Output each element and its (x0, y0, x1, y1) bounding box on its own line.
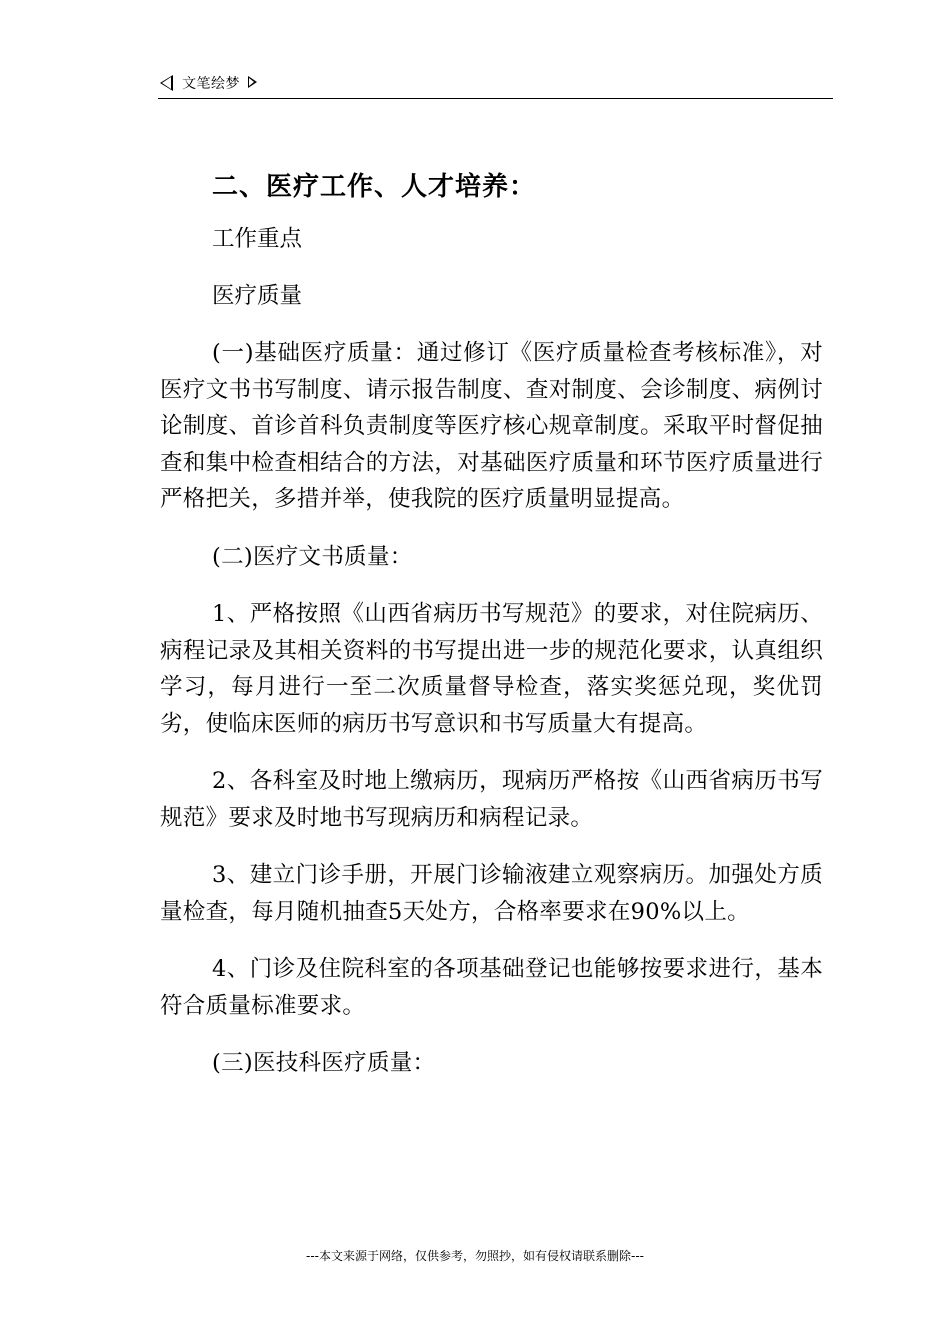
section-heading: 二、医疗工作、人才培养： (212, 172, 537, 202)
paragraph-tech-quality-heading: (三)医技科医疗质量： (212, 1050, 436, 1076)
paragraph-documents-heading: (二)医疗文书质量： (212, 543, 413, 570)
subheading-work-focus: 工作重点 (212, 226, 303, 252)
paragraph-item-3: 3、建立门诊手册，开展门诊输液建立观察病历。加强处方质量检查，每月随机抽查5天处方，合格率要求在90%以上。 (160, 862, 823, 925)
document-body (160, 165, 823, 1103)
page-footer: ---本文来源于网络，仅供参考，勿照抄，如有侵权请联系删除--- (306, 1249, 644, 1263)
paragraph-item-1: 1、严格按照《山西省病历书写规范》的要求，对住院病历、病程记录及其相关资料的书写提出进一步的规范化要求，认真组织学习，每月进行一至二次质量督导检查，落实奖惩兑现，奖优罚劣，使临床医师的病历书写意识和书写质量大有提高。 (160, 601, 823, 737)
paragraph-item-4: 4、门诊及住院科室的各项基础登记也能够按要求进行，基本符合质量标准要求。 (160, 956, 823, 1019)
page-header (158, 72, 833, 99)
header-title: 文笔绘梦 (182, 76, 240, 92)
triangle-left-icon (160, 75, 173, 91)
paragraph-item-2: 2、各科室及时地上缴病历，现病历严格按《山西省病历书写规范》要求及时地书写现病历和病程记录。 (160, 768, 823, 831)
subheading-medical-quality: 医疗质量 (212, 283, 303, 309)
triangle-right-icon (248, 76, 257, 88)
paragraph-basic-quality: (一)基础医疗质量：通过修订《医疗质量检查考核标准》，对医疗文书书写制度、请示报告制度、查对制度、会诊制度、病例讨论制度、首诊首科负责制度等医疗核心规章制度。采取平时督促抽查和集中检查相结合的方法，对基础医疗质量和环节医疗质量进行严格把关，多措并举，使我院的医疗质量明显提高。 (160, 340, 823, 512)
